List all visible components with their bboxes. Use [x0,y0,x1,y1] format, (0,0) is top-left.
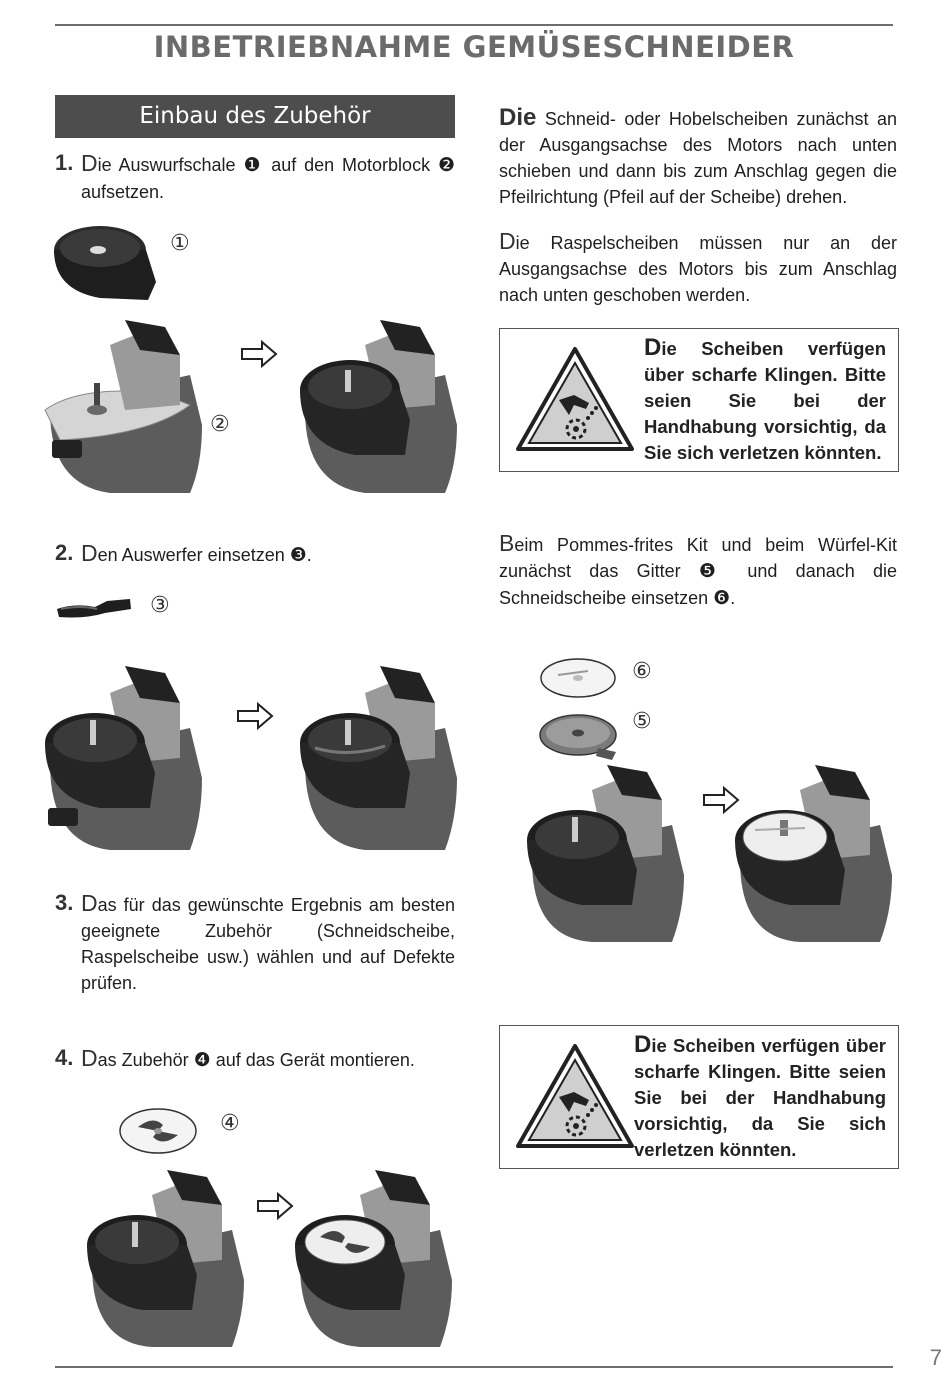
marker-5: ⑤ [632,708,652,733]
warning-box [499,328,899,472]
bottom-rule [55,1366,893,1368]
device-with-fries-kit-illustration [730,760,895,945]
marker-2: ② [210,411,230,436]
warning-text: Die Scheiben verfügen über scharfe Klingen. Bitte seien Sie bei der Handhabung vorsichtig, da Sie sich verletzen könnten. [634,1031,886,1160]
device-with-bowl-illustration [40,658,205,853]
device-with-disc-illustration [290,1165,455,1350]
paragraph-fries-kit: Beim Pommes-frites Kit und beim Würfel-Kit zunächst das Gitter ❺ und danach die Schneidscheibe einsetzen ❻. [499,530,898,609]
arrow-right-icon [236,702,274,730]
warning-triangle-icon [514,345,636,455]
warning-text: Die Scheiben verfügen über scharfe Klingen. Bitte seien Sie bei der Handhabung vorsichtig, da Sie sich verletzen könnten. [644,334,886,463]
warning-triangle-icon [514,1042,636,1152]
slicing-disc-illustration [118,1105,200,1157]
step-2: 2. Den Auswerfer einsetzen ❸. [55,540,312,566]
assembled-bowl-illustration [295,315,460,495]
step-4: 4. Das Zubehör ❹ auf das Gerät montieren. [55,1045,415,1071]
grid-illustration [538,708,620,764]
marker-3: ③ [150,592,170,617]
marker-6: ⑥ [632,658,652,683]
marker-1: ① [170,230,190,255]
cutting-disc-illustration [538,655,618,701]
section-heading: Einbau des Zubehör [55,95,455,138]
step-3: 3. Das für das gewünschte Ergebnis am besten geeignete Zubehör (Schneidscheibe, Raspelscheibe usw.) wählen und auf Defekte prüfen. [55,890,455,993]
device-with-ejector-illustration [295,658,460,853]
step-number: 2. [55,540,74,565]
ejection-bowl-illustration [48,220,163,310]
step-number: 3. [55,890,74,915]
marker-4: ④ [220,1110,240,1135]
arrow-right-icon [256,1192,294,1220]
device-before-disc-illustration [82,1165,247,1350]
step-number: 4. [55,1045,74,1070]
page-number: 7 [929,1345,942,1370]
step-1: 1. Die Auswurfschale ❶ auf den Motorblock ❷ aufsetzen. [55,150,455,202]
ejector-illustration [55,595,133,621]
paragraph-slicing-discs: Die Schneid- oder Hobelscheiben zunächst an der Ausgangsachse des Motors nach unten schieben und dann bis zum Anschlag gegen die Pfeilrichtung (Pfeil auf der Scheibe) drehen. [499,104,897,207]
warning-box [499,1025,899,1169]
motor-block-illustration [40,315,205,495]
arrow-right-icon [240,340,278,368]
paragraph-grating-discs: Die Raspelscheiben müssen nur an der Ausgangsachse des Motors bis zum Anschlag nach unten geschoben werden. [499,228,897,305]
device-with-grid-illustration [522,760,687,945]
top-rule [55,24,893,26]
step-number: 1. [55,150,74,175]
page-title: INBETRIEBNAHME GEMÜSESCHNEIDER [153,30,795,64]
